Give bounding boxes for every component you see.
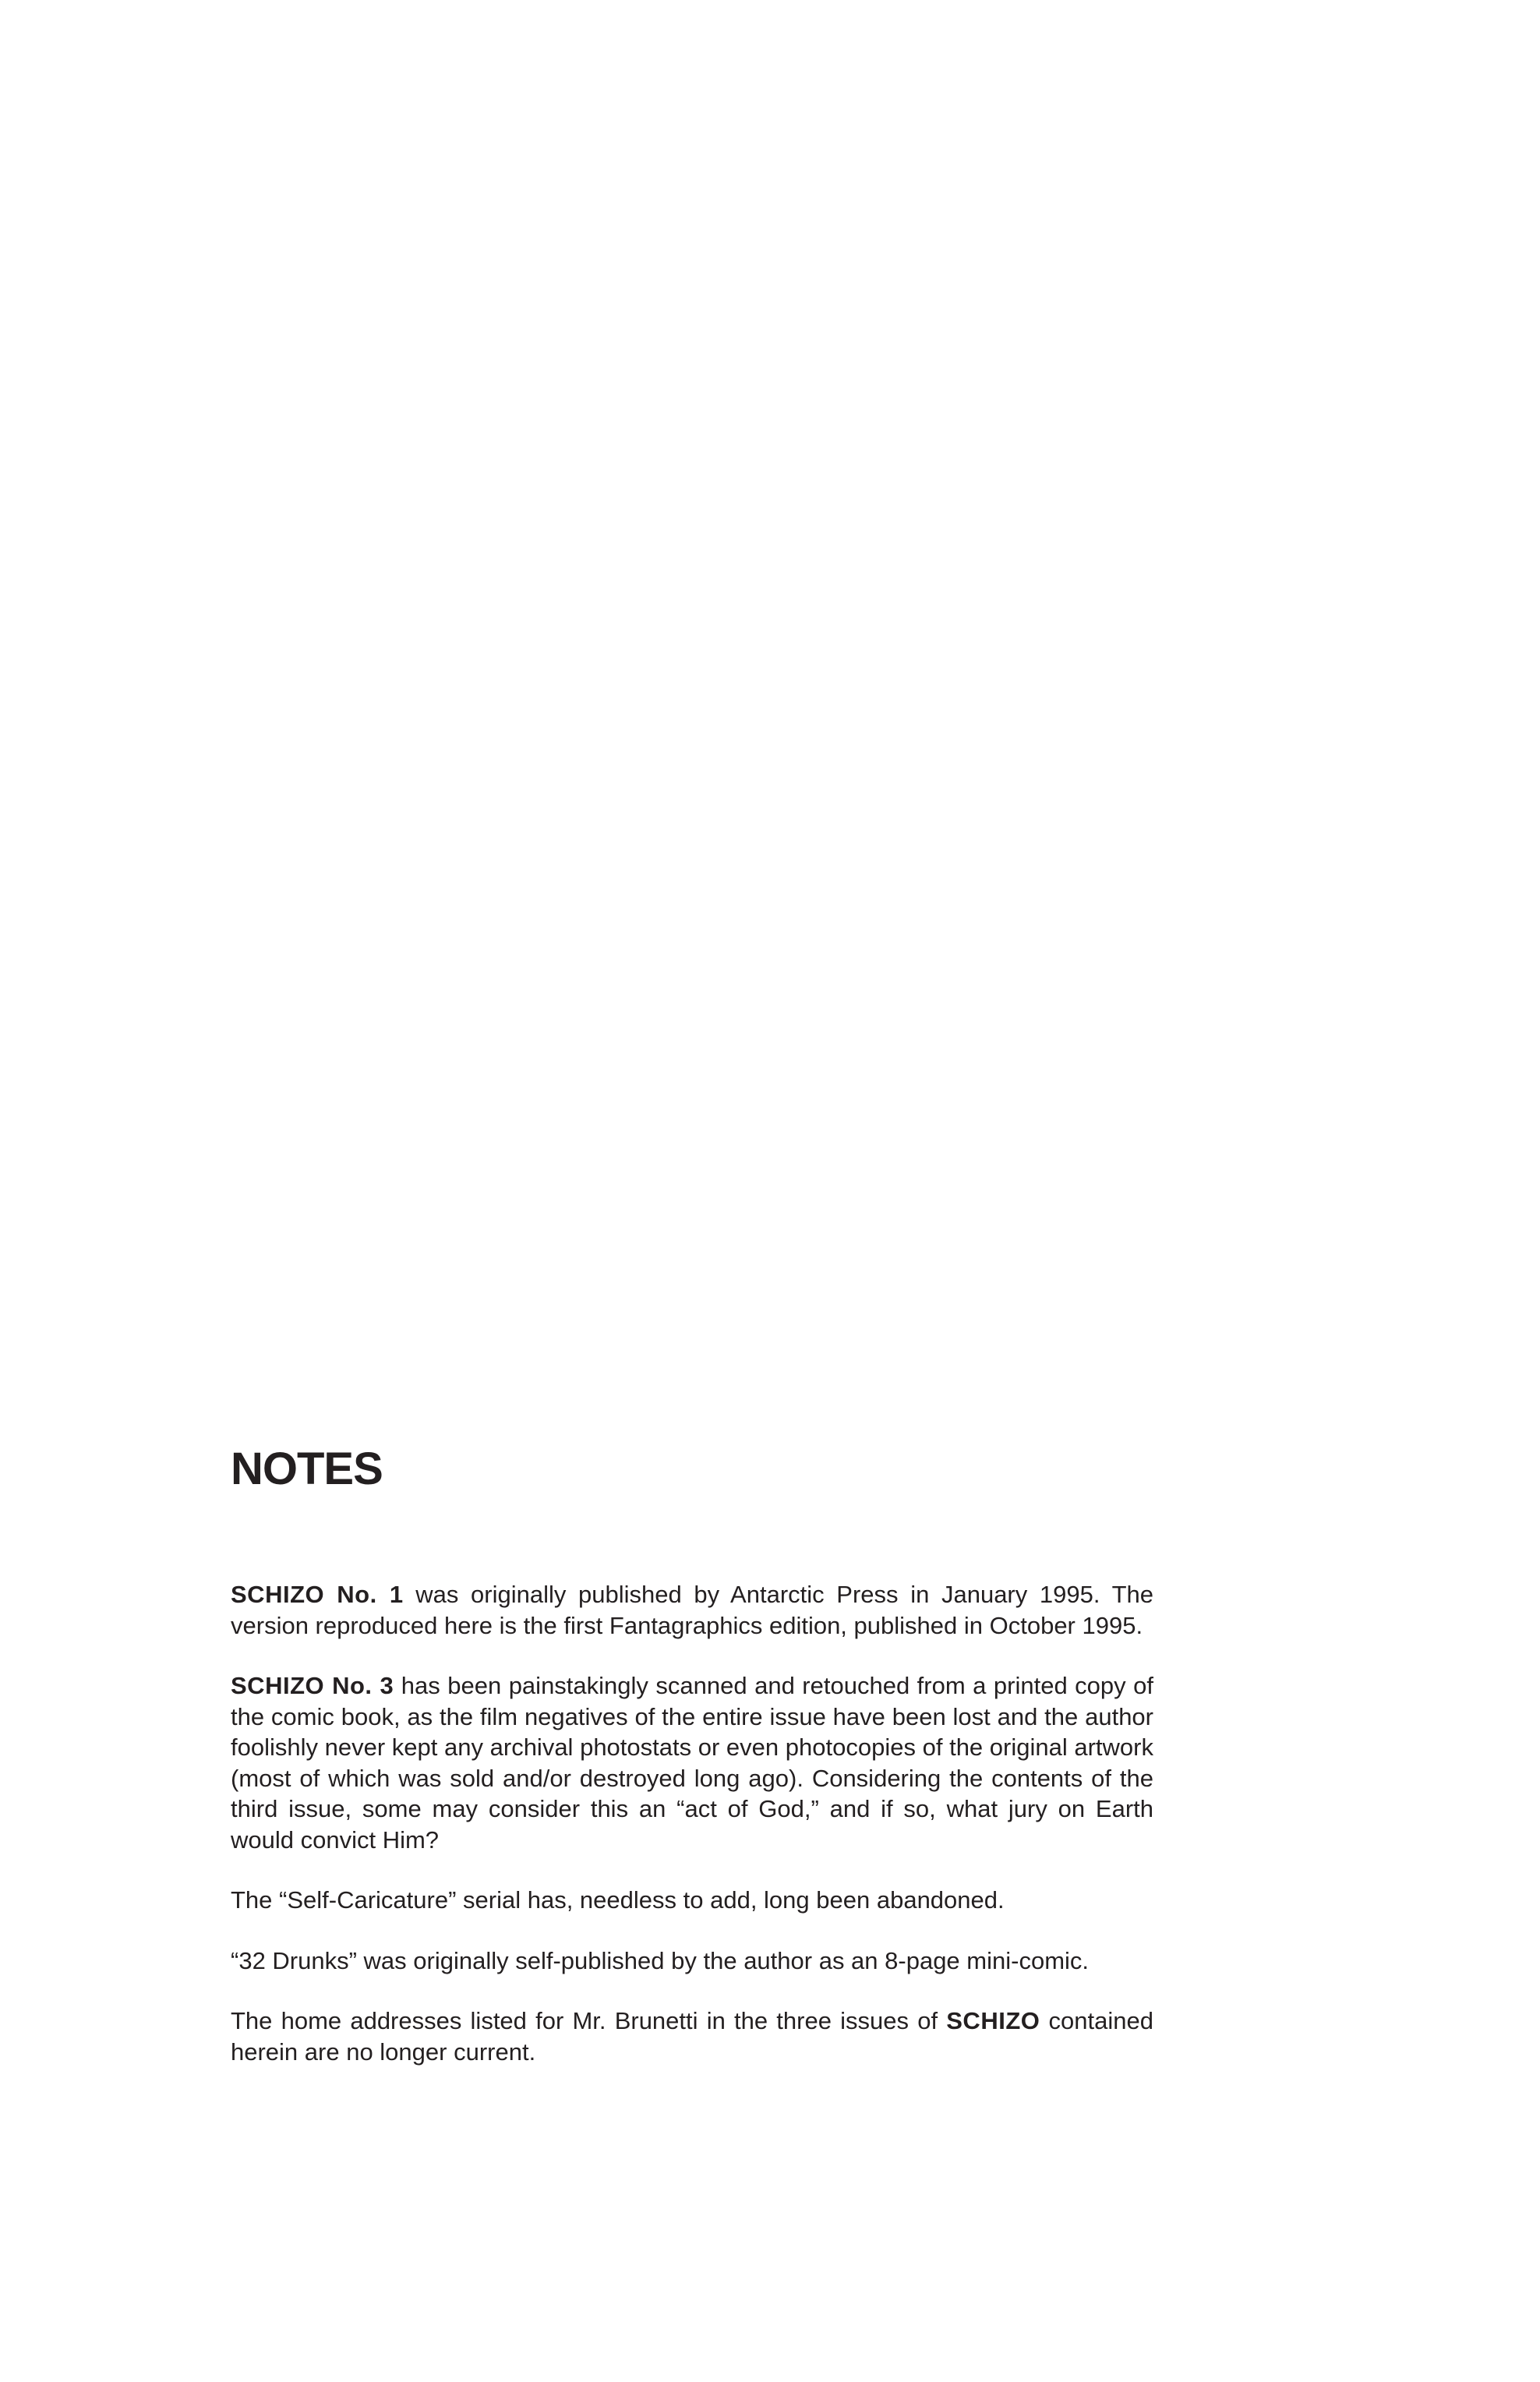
notes-body — [231, 1579, 1153, 2097]
note-self-caricature — [231, 1885, 1153, 1916]
note-text-before: The home addresses listed for Mr. Brunetti in the three issues of — [231, 2007, 947, 2034]
note-title: SCHIZO — [946, 2007, 1040, 2034]
note-text-after: contained herein are no longer current. — [231, 2007, 1154, 2066]
note-32-drunks — [231, 1946, 1153, 1977]
note-title: SCHIZO No. 3 — [231, 1672, 394, 1699]
note-text: The “Self-Caricature” serial has, needless to add, long been abandoned. — [231, 1886, 1005, 1914]
note-text: was originally published by Antarctic Press in January 1995. The version reproduced here is the first Fantagraphics edition, published in October 1995. — [231, 1581, 1153, 1639]
note-title: SCHIZO No. 1 — [231, 1581, 404, 1608]
note-schizo-1 — [231, 1579, 1153, 1641]
note-text: “32 Drunks” was originally self-published by the author as an 8-page mini-comic. — [231, 1946, 1090, 1974]
note-home-addresses — [231, 2006, 1153, 2067]
page-title: NOTES — [231, 1444, 383, 1494]
note-text: has been painstakingly scanned and retouched from a printed copy of the comic book, as the film negatives of the entire issue have been lost and the author foolishly never kept any archival photostats or even photocopies of the original artwork (most of which was sold and/or destroyed long ago). Considering the contents of the third issue, some may consider this an “act of God,” and if so, what jury on Earth would convict Him? — [231, 1672, 1154, 1854]
note-schizo-3 — [231, 1670, 1153, 1855]
